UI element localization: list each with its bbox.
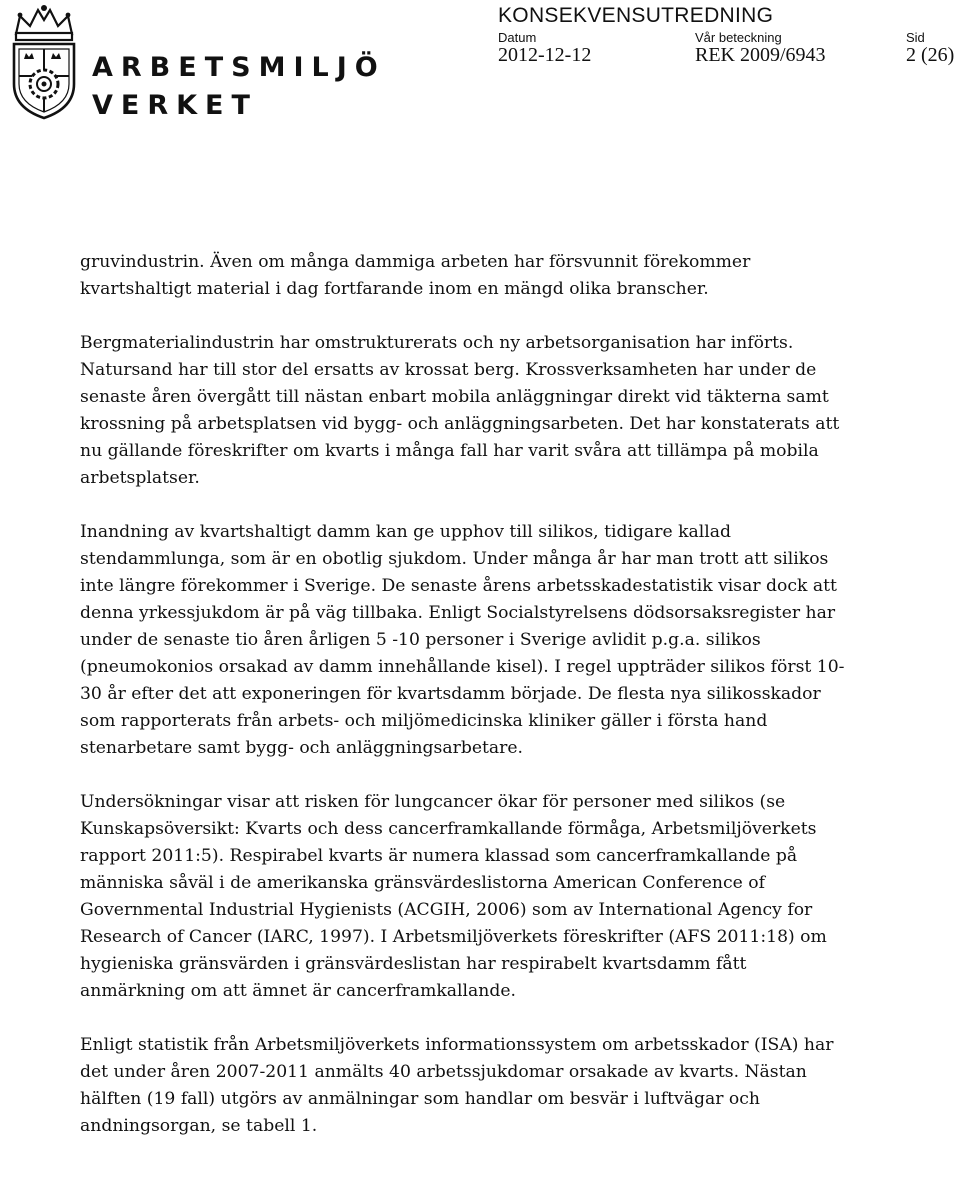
page-number: 2 (26)	[906, 44, 955, 66]
logo-text-line1: ARBETSMILJÖ	[92, 52, 386, 83]
reference-label: Vår beteckning	[695, 30, 782, 45]
reference-value: REK 2009/6943	[695, 44, 826, 66]
document-type: KONSEKVENSUTREDNING	[498, 4, 774, 27]
body-paragraph: Undersökningar visar att risken för lungcancer ökar för personer med silikos (se Kunskapsöversikt: Kvarts och dess cancerframkallande förmåga, Arbetsmiljöverkets rapport 2011:5). Respirabel kvarts är numera klassad som cancerframkallande på människa såväl i de amerikanska gränsvärdeslistorna American Conference of Governmental Industrial Hygienists (ACGIH, 2006) som av International Agency for Research of Cancer (IARC, 1997). I Arbetsmiljöverkets föreskrifter (AFS 2011:18) om hygieniska gränsvärden i gränsvärdeslistan har respirabelt kvartsdamm fått anmärkning om att ämnet är cancerframkallande.	[80, 792, 827, 1001]
body-paragraph: Inandning av kvartshaltigt damm kan ge upphov till silikos, tidigare kallad stendammlunga, som är en obotlig sjukdom. Under många år har man trott att silikos inte längre förekommer i Sverige. De senaste årens arbetsskadestatistik visar dock att denna yrkessjukdom är på väg tillbaka. Enligt Socialstyrelsens dödsorsaksregister har under de senaste tio åren årligen 5 -10 personer i Sverige avlidit p.g.a. silikos (pneumokonios orsakad av damm innehållande kisel). I regel uppträder silikos först 10-30 år efter det att exponeringen för kvartsdamm började. De flesta nya silikosskador som rapporterats från arbets- och miljömedicinska kliniker gäller i första hand stenarbetare samt bygg- och anläggningsarbetare.	[80, 522, 845, 758]
page-label: Sid	[906, 30, 925, 45]
body-paragraph: Enligt statistik från Arbetsmiljöverkets informationssystem om arbetsskador (ISA) har det under åren 2007-2011 anmälts 40 arbetssjukdomar orsakade av kvarts. Nästan hälften (19 fall) utgörs av anmälningar som handlar om besvär i luftvägar och andningsorgan, se tabell 1.	[80, 1035, 834, 1136]
body-paragraph: gruvindustrin. Även om många dammiga arbeten har försvunnit förekommer kvartshaltigt material i dag fortfarande inom en mängd olika branscher.	[80, 252, 751, 299]
date-value: 2012-12-12	[498, 44, 592, 66]
agency-logo	[6, 4, 386, 124]
document-body	[80, 249, 852, 1167]
logo-text-line2: VERKET	[92, 90, 258, 121]
body-paragraph: Bergmaterialindustrin har omstrukturerats och ny arbetsorganisation har införts. Natursand har till stor del ersatts av krossat berg. Krossverksamheten har under de senaste åren övergått till nästan enbart mobila anläggningar direkt vid täkterna samt krossning på arbetsplatsen vid bygg- och anläggningsarbeten. Det har konstaterats att nu gällande föreskrifter om kvarts i många fall har varit svåra att tillämpa på mobila arbetsplatser.	[80, 333, 840, 488]
royal-crest-shield-icon	[6, 4, 82, 122]
date-label: Datum	[498, 30, 537, 45]
